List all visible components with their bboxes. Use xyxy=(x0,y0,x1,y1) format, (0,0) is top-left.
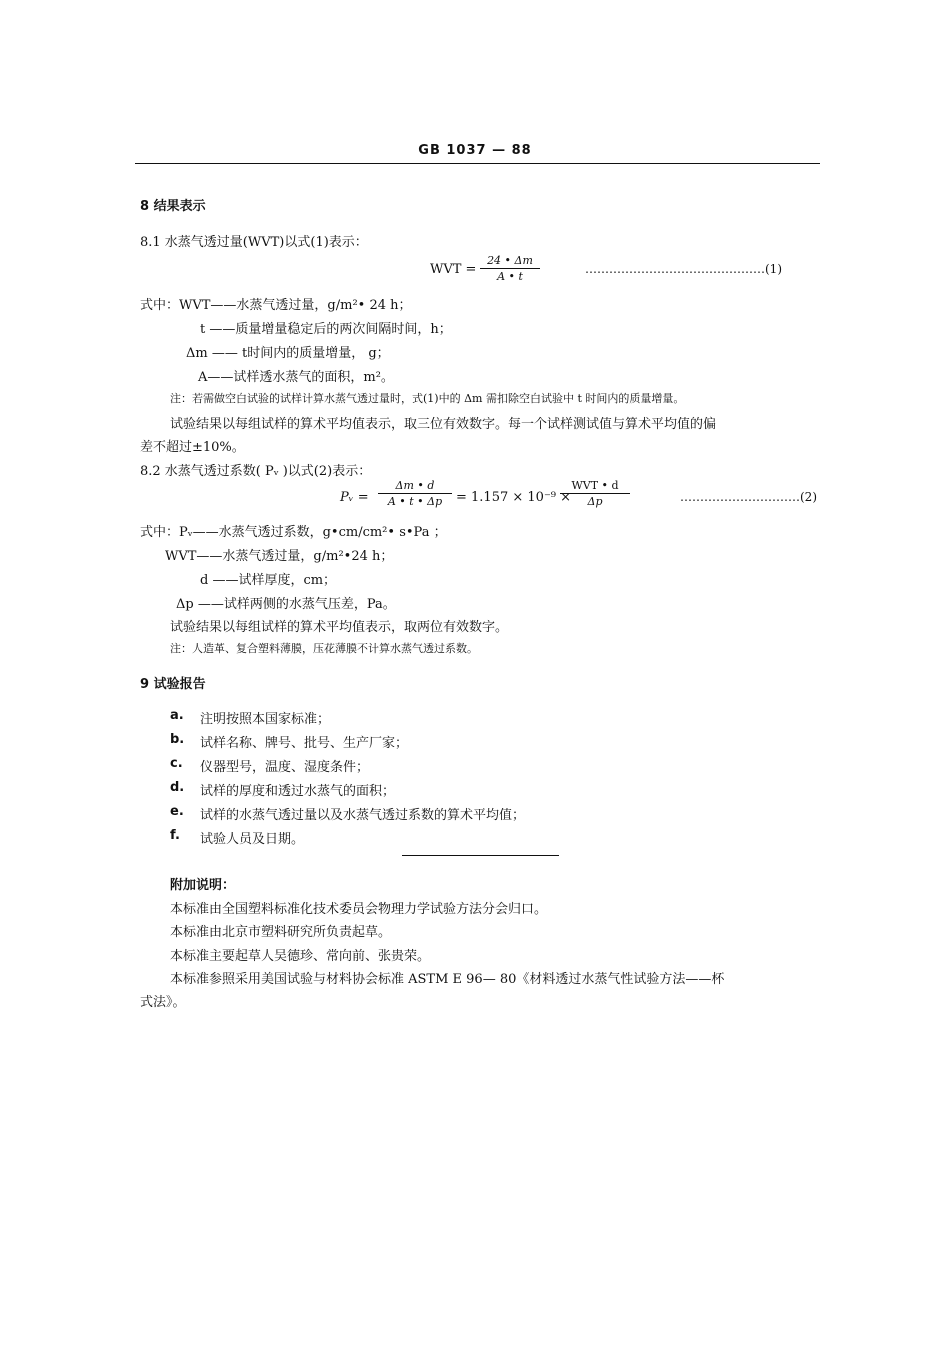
section-8-1-label: 8.1 水蒸气透过量(WVT)以式(1)表示： xyxy=(140,235,368,250)
eq2-fraction-bar-1 xyxy=(378,493,452,494)
eq2-lhs: Pᵥ = xyxy=(340,490,369,505)
note-2: 注：人造革、复合塑料薄膜，压花薄膜不计算水蒸气透过系数。 xyxy=(170,642,478,655)
eq1-denominator: A • t xyxy=(497,270,523,283)
section-8-2-label: 8.2 水蒸气透过系数( Pᵥ )以式(2)表示： xyxy=(140,464,372,479)
report-item-text: 试验人员及日期。 xyxy=(200,832,305,847)
vars1-intro: 式中：WVT——水蒸气透过量，g/m²• 24 h； xyxy=(140,298,412,313)
report-item-label: c. xyxy=(170,756,183,771)
report-item-text: 试样的厚度和透过水蒸气的面积； xyxy=(200,784,396,799)
page-header: GB 1037 — 88 xyxy=(418,143,532,158)
section-separator xyxy=(402,855,559,856)
vars2-wvt: WVT——水蒸气透过量，g/m²•24 h； xyxy=(165,549,394,564)
appendix-title: 附加说明： xyxy=(170,878,236,893)
appendix-line: 本标准参照采用美国试验与材料协会标准 ASTM E 96— 80《材料透过水蒸气性试验方法——杯 xyxy=(170,972,725,987)
eq2-denominator-2: Δp xyxy=(587,495,603,508)
eq1-tag: ………………………………………(1) xyxy=(585,262,782,276)
result-1-line-2: 差不超过±10%。 xyxy=(140,440,245,455)
section-9-title: 9 试验报告 xyxy=(140,677,206,692)
report-item-label: d. xyxy=(170,780,185,795)
report-item-text: 注明按照本国家标准； xyxy=(200,712,331,727)
eq1-fraction xyxy=(480,254,540,283)
appendix-last-line: 式法》。 xyxy=(140,995,186,1010)
eq1-numerator: 24 • Δm xyxy=(487,254,533,267)
eq2-denominator-1: A • t • Δp xyxy=(387,495,443,508)
eq2-fraction-2 xyxy=(560,479,630,508)
report-item-label: f. xyxy=(170,828,180,843)
eq2-numerator-2: WVT • d xyxy=(571,479,619,492)
result-1-line-1: 试验结果以每组试样的算术平均值表示，取三位有效数字。每一个试样测试值与算术平均值的偏 xyxy=(170,417,717,432)
report-item-label: e. xyxy=(170,804,184,819)
appendix-line: 本标准由全国塑料标准化技术委员会物理力学试验方法分会归口。 xyxy=(170,902,548,917)
header-rule xyxy=(135,163,820,164)
vars1-t: t ——质量增量稳定后的两次间隔时间，h； xyxy=(200,322,452,337)
appendix-line: 本标准由北京市塑料研究所负责起草。 xyxy=(170,925,392,940)
eq2-fraction-1 xyxy=(378,479,452,508)
report-item-label: a. xyxy=(170,708,184,723)
vars1-dm: Δm —— t时间内的质量增量， g； xyxy=(186,346,390,361)
report-item-text: 试样名称、牌号、批号、生产厂家； xyxy=(200,736,409,751)
appendix-line: 本标准主要起草人吴德珍、常向前、张贵荣。 xyxy=(170,949,431,964)
eq2-tag: …………………………(2) xyxy=(680,490,817,504)
section-8-title: 8 结果表示 xyxy=(140,199,206,214)
vars1-A: A——试样透水蒸气的面积，m²。 xyxy=(198,370,394,385)
vars2-d: d ——试样厚度，cm； xyxy=(200,573,337,588)
eq2-middle: = 1.157 × 10⁻⁹ × xyxy=(456,490,572,505)
note-1: 注：若需做空白试验的试样计算水蒸气透过量时，式(1)中的 Δm 需扣除空白试验中 t 时间内的质量增量。 xyxy=(170,392,685,405)
eq1-lhs: WVT = xyxy=(430,262,477,277)
report-item-text: 仪器型号，温度、湿度条件； xyxy=(200,760,370,775)
vars2-intro: 式中：Pᵥ——水蒸气透过系数，g•cm/cm²• s•Pa ； xyxy=(140,525,447,540)
result-2: 试验结果以每组试样的算术平均值表示，取两位有效数字。 xyxy=(170,620,509,635)
eq2-numerator-1: Δm • d xyxy=(395,479,435,492)
report-item-text: 试样的水蒸气透过量以及水蒸气透过系数的算术平均值； xyxy=(200,808,526,823)
report-item-label: b. xyxy=(170,732,185,747)
eq1-fraction-bar xyxy=(480,268,540,269)
eq2-fraction-bar-2 xyxy=(560,493,630,494)
vars2-dp: Δp ——试样两侧的水蒸气压差，Pa。 xyxy=(176,597,396,612)
